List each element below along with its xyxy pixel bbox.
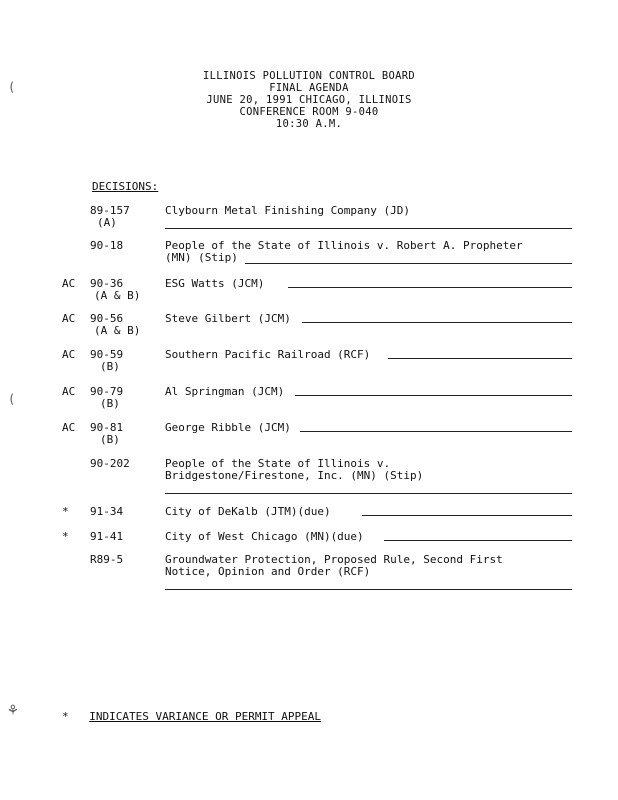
- item-title: Southern Pacific Railroad (RCF): [165, 348, 371, 361]
- scan-mark-icon: (: [8, 392, 16, 406]
- signature-line: [362, 515, 572, 516]
- docket-number: R89-5: [90, 553, 124, 566]
- item-mark: AC: [62, 421, 76, 434]
- docket-sub: (B): [100, 433, 120, 446]
- docket-sub: (A & B): [94, 289, 141, 302]
- signature-line: [165, 493, 572, 494]
- docket-number: 90-36: [90, 277, 124, 290]
- docket-sub: (A & B): [94, 324, 141, 337]
- agenda-type: FINAL AGENDA: [269, 82, 349, 94]
- item-mark: *: [62, 505, 69, 518]
- signature-line: [302, 322, 572, 323]
- signature-line: [245, 263, 572, 264]
- item-title: Al Springman (JCM): [165, 385, 285, 398]
- docket-number: 90-18: [90, 239, 124, 252]
- item-title: People of the State of Illinois v.: [165, 457, 391, 470]
- item-title-cont: Notice, Opinion and Order (RCF): [165, 565, 371, 578]
- item-mark: AC: [62, 385, 76, 398]
- signature-line: [288, 287, 572, 288]
- section-title: DECISIONS:: [92, 180, 159, 193]
- item-mark: AC: [62, 312, 76, 325]
- docket-number: 90-202: [90, 457, 130, 470]
- signature-line: [384, 540, 572, 541]
- scan-mark-icon: ⚘: [8, 700, 18, 719]
- docket-number: 90-59: [90, 348, 124, 361]
- docket-sub: (B): [100, 360, 120, 373]
- signature-line: [165, 228, 572, 229]
- board-name: ILLINOIS POLLUTION CONTROL BOARD: [203, 70, 415, 82]
- meeting-date-location: JUNE 20, 1991 CHICAGO, ILLINOIS: [206, 94, 412, 106]
- signature-line: [295, 395, 572, 396]
- docket-number: 89-157: [90, 204, 130, 217]
- docket-number: 91-34: [90, 505, 124, 518]
- docket-number: 90-79: [90, 385, 124, 398]
- docket-number: 91-41: [90, 530, 124, 543]
- item-title: Groundwater Protection, Proposed Rule, Second First: [165, 553, 503, 566]
- item-mark: AC: [62, 348, 76, 361]
- signature-line: [165, 589, 572, 590]
- item-title: City of West Chicago (MN)(due): [165, 530, 364, 543]
- scan-mark-icon: (: [8, 80, 16, 94]
- item-title-cont: Bridgestone/Firestone, Inc. (MN) (Stip): [165, 469, 424, 482]
- item-title-cont: (MN) (Stip): [165, 251, 238, 264]
- signature-line: [300, 431, 572, 432]
- item-title: City of DeKalb (JTM)(due): [165, 505, 331, 518]
- meeting-room: CONFERENCE ROOM 9-040: [239, 106, 379, 118]
- docket-sub: (A): [97, 216, 117, 229]
- docket-number: 90-56: [90, 312, 124, 325]
- item-title: Clybourn Metal Finishing Company (JD): [165, 204, 411, 217]
- item-title: ESG Watts (JCM): [165, 277, 265, 290]
- item-mark: AC: [62, 277, 76, 290]
- footnote: [62, 710, 321, 723]
- item-title: People of the State of Illinois v. Robert A. Propheter: [165, 239, 523, 252]
- footnote-text: INDICATES VARIANCE OR PERMIT APPEAL: [89, 710, 322, 723]
- docket-number: 90-81: [90, 421, 124, 434]
- docket-sub: (B): [100, 397, 120, 410]
- meeting-time: 10:30 A.M.: [275, 118, 343, 130]
- footnote-star: *: [62, 710, 69, 723]
- item-title: George Ribble (JCM): [165, 421, 291, 434]
- item-mark: *: [62, 530, 69, 543]
- item-title: Steve Gilbert (JCM): [165, 312, 291, 325]
- signature-line: [388, 358, 572, 359]
